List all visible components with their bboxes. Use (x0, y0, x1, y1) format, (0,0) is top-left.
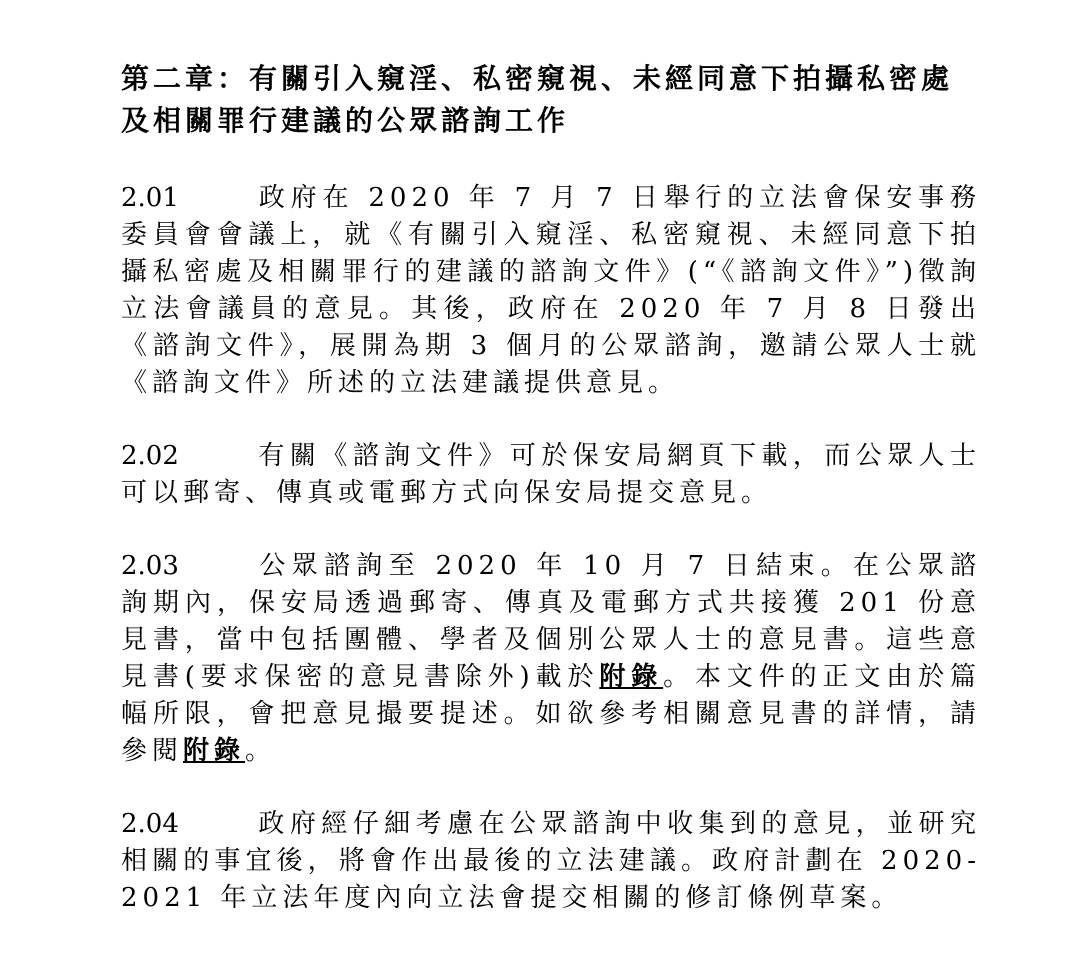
paragraph-text: 政府在 2020 年 7 月 7 日舉行的立法會保安事務委員會會議上，就《有關引入窺淫、私密窺視、未經同意下拍攝私密處及相關罪行的建議的諮詢文件》(“《諮詢文件》”)徵詢立法會議員的意見。其後，政府在 2020 年 7 月 8 日發出《諮詢文件》，展開為期 3 個月的公眾諮詢，邀請公眾人士就《諮詢文件》所述的立法建議提供意見。 (121, 183, 981, 398)
paragraph-2-01 (121, 180, 981, 402)
paragraph-text: 有關《諮詢文件》可於保安局網頁下載，而公眾人士可以郵寄、傳真或電郵方式向保安局提交意見。 (121, 441, 981, 508)
appendix-link[interactable]: 附錄 (599, 662, 664, 692)
paragraph-text: 政府經仔細考慮在公眾諮詢中收集到的意見，並研究相關的事宜後，將會作出最後的立法建議。政府計劃在 2020-2021 年立法年度內向立法會提交相關的修訂條例草案。 (121, 809, 981, 913)
paragraph-text-part-3: 。 (245, 736, 277, 766)
paragraph-2-03 (121, 548, 981, 770)
paragraph-2-04 (121, 806, 981, 917)
document-page (121, 58, 981, 953)
paragraph-text-part-1: 公眾諮詢至 2020 年 10 月 7 日結束。在公眾諮詢期內，保安局透過郵寄、傳真及電郵方式共接獲 201 份意見書，當中包括團體、學者及個別公眾人士的意見書。這些意見書(要求保密的意見書除外)載於 (121, 551, 981, 692)
chapter-title-line-2: 及相關罪行建議的公眾諮詢工作 (121, 104, 570, 137)
paragraph-number: 2.04 (121, 809, 179, 839)
appendix-link[interactable]: 附錄 (183, 736, 246, 766)
paragraph-number: 2.02 (121, 441, 179, 471)
paragraph-number: 2.01 (121, 183, 179, 213)
paragraph-text-part-2: 。本文件的正文由於篇幅所限，會把意見撮要提述。如欲參考相關意見書的詳情，請參閱 (121, 662, 981, 766)
paragraph-2-02 (121, 438, 981, 512)
chapter-title-line-1: 第二章：有關引入窺淫、私密窺視、未經同意下拍攝私密處 (121, 62, 954, 95)
chapter-title (121, 58, 981, 142)
paragraph-number: 2.03 (121, 551, 179, 581)
